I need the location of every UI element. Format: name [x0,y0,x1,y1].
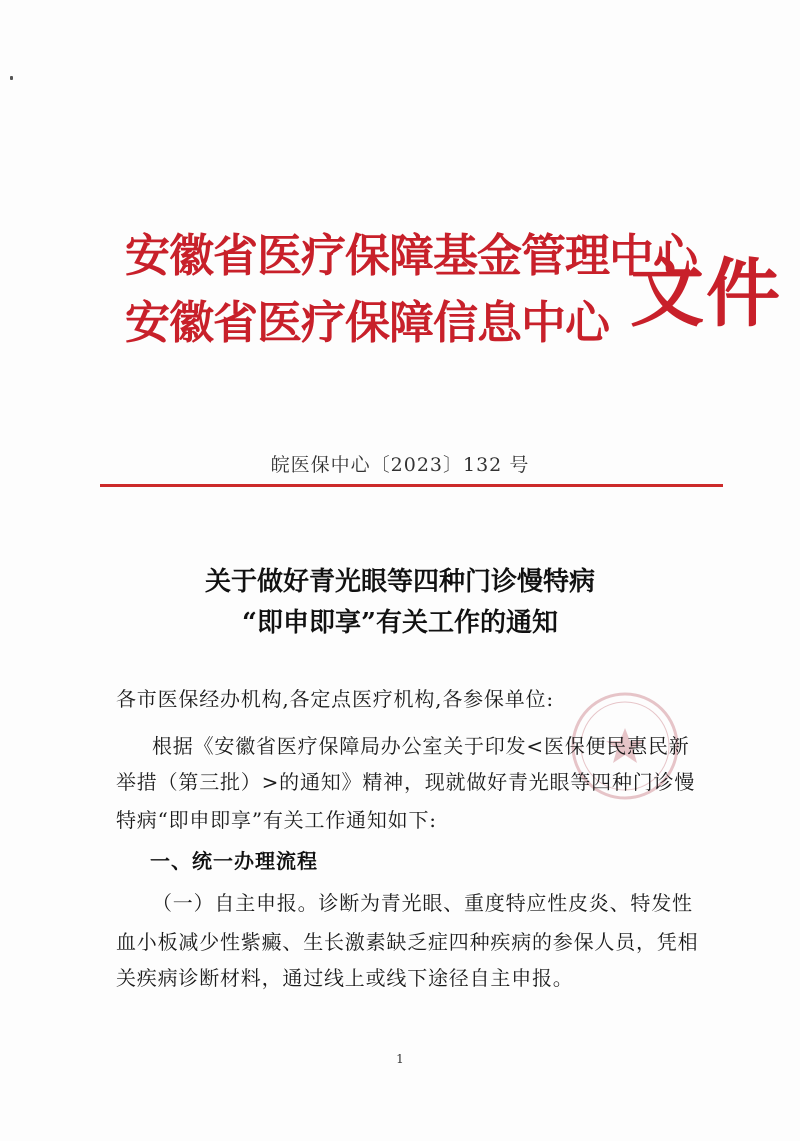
document-type-label: 文件 [630,251,782,337]
red-divider-line [100,484,723,487]
document-header [125,222,782,362]
issuer-name-fund-center: 安徽省医疗保障基金管理中心 [125,229,698,282]
salutation: 各市医保经办机构,各定点医疗机构,各参保单位: [116,687,554,711]
paragraph-1-line-3: 特病“即申即享”有关工作通知如下: [116,808,437,832]
issuer-name-info-center: 安徽省医疗保障信息中心 [125,296,610,349]
paragraph-2-line-1: （一）自主申报。诊断为青光眼、重度特应性皮炎、特发性 [152,891,693,915]
document-title-line-1: 关于做好青光眼等四种门诊慢特病 [204,567,595,597]
paragraph-2-line-2: 血小板减少性紫癜、生长激素缺乏症四种疾病的参保人员，凭相 [116,930,699,954]
paragraph-2-line-3: 关疾病诊断材料，通过线上或线下途径自主申报。 [116,966,574,990]
document-title-line-2: “即申即享”有关工作的通知 [242,608,558,638]
paragraph-1-line-2: 举措（第三批）>的通知》精神，现就做好青光眼等四种门诊慢 [116,770,696,794]
document-number: 皖医保中心〔2023〕132 号 [270,454,530,476]
page-number: 1 [396,1052,404,1066]
section-1-heading: 一、统一办理流程 [150,849,318,873]
scan-speck [10,76,13,80]
paragraph-1-line-1: 根据《安徽省医疗保障局办公室关于印发<医保便民惠民新 [152,734,690,758]
